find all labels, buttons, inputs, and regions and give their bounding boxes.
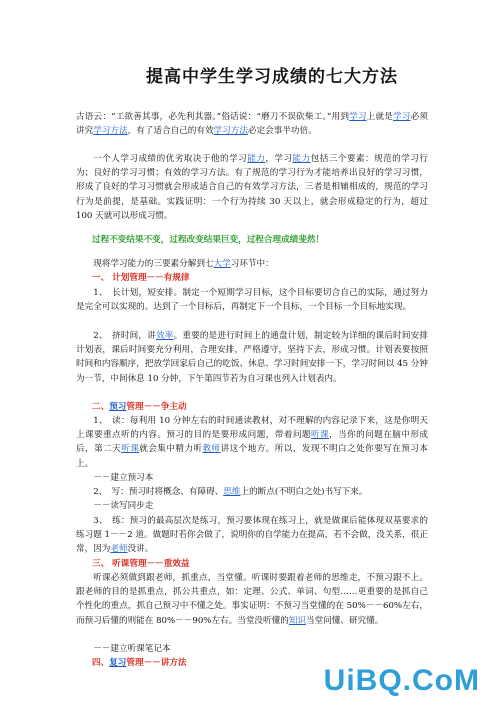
text: 上的断点(不明白之处)书写下来。 (240, 487, 368, 497)
text: ，有了适合自己的有效 (127, 126, 214, 137)
preview-note-2: －－读写同步走 (93, 501, 154, 511)
text: ，学习 (265, 154, 293, 164)
preview-item-2 (76, 485, 428, 499)
link-laoshi[interactable]: 老师 (110, 544, 128, 555)
text: 1、 读：每利用 10 分钟左右的时间通读教材，对不理解的内容记录下来，这是你明天上课要重点听的内容。预习的目的是要形成问题，带着问题 (76, 416, 428, 441)
text: 当堂问懂、研究懂。 (306, 615, 384, 626)
preview-note-1: －－建立预习本 (93, 473, 154, 483)
motto-line: 过程不变结果不变，过程改变结果巨变，过程合理成绩斐然！ (92, 235, 325, 245)
section-heading-plan: 一、 计划管理－－有规律 (92, 273, 190, 283)
plan-item-2 (76, 329, 428, 386)
text: 古语云：“工欲善其事，必先利其器。”俗话说：“磨刀不误砍柴工。”用到 (76, 112, 350, 122)
intro-paragraph (76, 110, 428, 138)
plan-item-1: 1、 长计划，短安排。制定一个短期学习目标，这个目标要切合自己的实际，通过努力是完全可以实现的。达到了一个目标后，再制定下一个目标，一个目标一个目标地实现。 (76, 288, 428, 313)
text: 上就是 (366, 112, 394, 122)
link-tingke[interactable]: 听课 (121, 444, 140, 455)
section-heading-review (92, 656, 187, 670)
text: 没讲。 (127, 544, 154, 555)
text: 一个人学习成绩的优劣取决于他的学习 (93, 154, 248, 164)
link-nengli[interactable]: 能力 (292, 154, 311, 164)
link-xuexi[interactable]: 学习 (349, 112, 367, 122)
listen-paragraph (76, 571, 428, 628)
page-title: 提高中学生学习成绩的七大方法 (146, 67, 398, 87)
listen-note: －－建立听课笔记本 (93, 644, 171, 654)
section-heading-listen: 三、 听课管理－－重效益 (92, 559, 190, 569)
text: 必定会事半功倍。 (247, 126, 317, 137)
text: 就会集中精力听 (139, 444, 203, 455)
link-siwei[interactable]: 思维 (223, 487, 241, 497)
text: 2、 挤时间，讲 (93, 331, 156, 341)
preview-item-3 (76, 514, 428, 557)
link-jiaoshi[interactable]: 教师 (202, 444, 221, 455)
preview-item-1 (76, 414, 428, 471)
link-tingke[interactable]: 听课 (310, 430, 330, 441)
text: 管理－－讲方法 (126, 658, 187, 668)
text: 管理－－争主动 (126, 402, 187, 412)
text: 习环节中： (230, 259, 274, 269)
text: 。重要的是进行时间上的通盘计划，制定较为详细的课后时间安排计划表，课后时间要充分利用，合理安排，严格遵守，坚持下去，形成习惯。计划表要按照时间和内容顺序，把放学回家后自己的吃饭、休息、学习时间安排一下，学习时间以 45 分钟为一节，中间休息 10 分钟，下午第四节若为自习课也列入计划表内。 (76, 331, 428, 384)
text: 3、 练：预习的最高层次是练习，预习要体现在练习上，就是做课后能体现双基要求的练习题 1－－2 道。做题时若你会做了，说明你的自学能力在提高，若不会做，没关系，很正常，因为 (76, 516, 428, 555)
text: 讲这个地方。所以，发现不明白之处你要写在预习本上。 (76, 444, 428, 469)
text: 现将学习能力的三要素分解到七 (93, 259, 214, 269)
link-zhishi[interactable]: 知识 (288, 615, 307, 626)
paragraph-intro-sections (76, 257, 428, 271)
link-daxue[interactable]: 大学 (213, 259, 231, 269)
link-nengli[interactable]: 能力 (247, 154, 266, 164)
link-xuexi[interactable]: 学习 (393, 112, 411, 122)
link-xuexi-fangfa[interactable]: 学习方法 (213, 126, 248, 137)
link-yuxi[interactable]: 预习 (109, 402, 127, 412)
text: 包括三个要素：规范的学习行为；良好的学习习惯；有效的学习方法。有了规范的学习行为才能培养出良好的学习习惯，形成了良好的学习习惯就会形成适合自己的有效学习方法，三者是相辅相成的，规范的学习行为是前提，是基础。实践证明：一个行为持续 30 天以上，就会形成稳定的行为，超过 100 天就可以形成习惯。 (76, 154, 428, 221)
text: 必须讲究 (76, 112, 428, 137)
text: 四、 (92, 658, 110, 668)
link-fuxi[interactable]: 复习 (109, 658, 127, 668)
text: 二、 (92, 402, 110, 412)
link-xiaolv[interactable]: 效率 (156, 331, 174, 341)
section-heading-preview (92, 400, 187, 414)
text: ，当你的问题在脑中形成后，第二天 (76, 430, 428, 455)
site-watermark: UiBQ.CoM (323, 664, 480, 697)
paragraph-ability (76, 152, 428, 223)
link-xuexi-fangfa[interactable]: 学习方法 (93, 126, 128, 137)
text: 2、 写：预习时将概念、有障碍、 (93, 487, 224, 497)
text: 听课必须做到跟老师，抓重点，当堂懂。听课时要跟着老师的思维走，不预习跟不上。跟老师的目的是抓重点，抓公共重点，如：定理、公式、单词、句型……更重要的是抓自己个性化的重点，抓自己预习中不懂之处。事实证明：不预习当堂懂的在 50%－－60%左右，而预习后懂的则能在 80%－－90%左右。当堂没听懂的 (76, 573, 428, 626)
